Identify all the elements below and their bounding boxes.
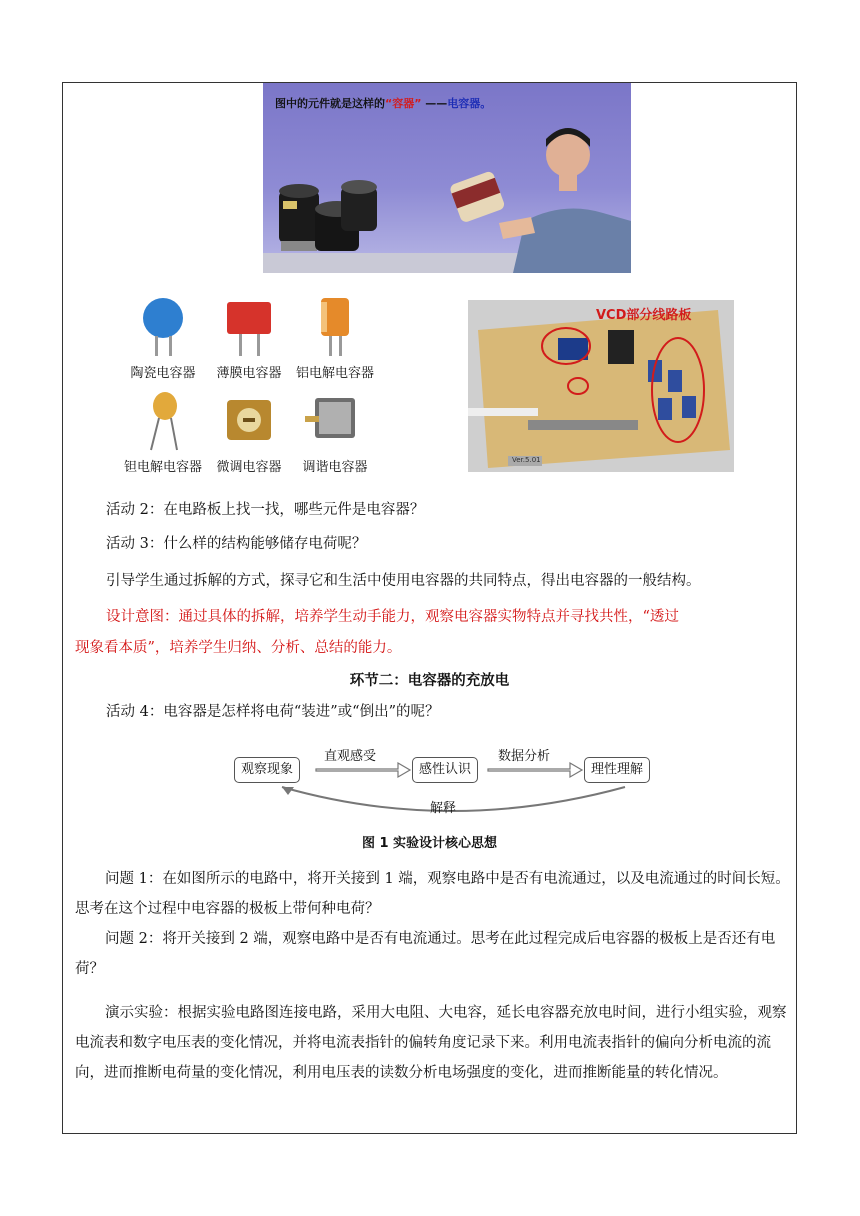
design-flow-diagram [230, 745, 660, 820]
trimmer-capacitor-icon [219, 390, 279, 452]
ceramic-capacitor-icon [133, 296, 193, 358]
circuit-board-photo [468, 300, 734, 472]
flow-label-data-analysis: 数据分析 [498, 749, 551, 764]
caption-highlight-red: “容器” [385, 97, 422, 110]
flow-node-observe: 观察现象 [234, 757, 300, 783]
lecture-photo [263, 83, 631, 273]
demo-experiment-text: 演示实验：根据实验电路图连接电路，采用大电阻、大电容，延长电容器充放电时间，进行小组实验，观察电流表和数字电压表的变化情况，并将电流表指针的偏转角度记录下来。利用电流表指针的偏向分析电流的流向，进而推断电荷量的变化情况，利用电压表的读数分析电场强度的变化，进而推断能量的转化情况。 [75, 1005, 787, 1081]
capacitor-trimmer [206, 390, 292, 475]
tantalum-capacitor-icon [133, 390, 193, 452]
capacitor-types-grid [120, 296, 380, 481]
board-version-tag: Ver.5.01 [512, 456, 541, 464]
design-intent-line-2: 现象看本质”，培养学生归纳、分析、总结的能力。 [75, 640, 402, 656]
flow-node-perceive: 感性认识 [412, 757, 478, 783]
capacitor-tantalum [120, 390, 206, 475]
capacitor-film [206, 296, 292, 381]
capacitor-label: 钽电解电容器 [123, 460, 202, 475]
capacitor-aluminum-electrolytic [292, 296, 378, 381]
capacitor-tuning [292, 390, 378, 475]
flow-label-explain: 解释 [430, 801, 457, 816]
caption-text: 图中的元件就是这样的 [275, 97, 385, 110]
capacitor-cans-illustration [263, 83, 631, 273]
question-2-text: 问题 2：将开关接到 2 端，观察电路中是否有电流通过。思考在此过程完成后电容器的极板上是否还有电荷？ [75, 931, 776, 977]
board-title: VCD部分线路板 [596, 308, 692, 323]
caption-dash: —— [421, 97, 448, 110]
flow-label-intuitive: 直观感受 [324, 749, 377, 764]
tuning-capacitor-icon [305, 390, 365, 452]
flow-node-understand: 理性理解 [584, 757, 650, 783]
activity-2-text: 活动 2：在电路板上找一找，哪些元件是电容器？ [106, 502, 425, 518]
capacitor-label: 调谐电容器 [302, 460, 368, 475]
figure-caption: 图 1 实验设计核心思想 [361, 836, 498, 851]
film-capacitor-icon [219, 296, 279, 358]
capacitor-label: 铝电解电容器 [295, 366, 374, 381]
section-heading: 环节二：电容器的充放电 [349, 672, 510, 689]
activity-3-text: 活动 3：什么样的结构能够储存电荷呢？ [106, 536, 367, 552]
guide-text: 引导学生通过拆解的方式，探寻它和生活中使用电容器的共同特点，得出电容器的一般结构。 [106, 573, 701, 589]
electrolytic-capacitor-icon [305, 296, 365, 358]
capacitor-ceramic [120, 296, 206, 381]
capacitor-label: 陶瓷电容器 [130, 366, 196, 381]
question-1-text: 问题 1：在如图所示的电路中，将开关接到 1 端，观察电路中是否有电流通过，以及电流通过的时间长短。思考在这个过程中电容器的极板上带何种电荷？ [75, 871, 790, 917]
caption-highlight-blue: 电容器。 [447, 97, 492, 110]
activity-4-text: 活动 4：电容器是怎样将电荷“装进”或“倒出”的呢？ [106, 704, 440, 720]
circuit-board-illustration [468, 300, 734, 472]
capacitor-label: 薄膜电容器 [216, 366, 282, 381]
design-intent-line-1: 设计意图：通过具体的拆解，培养学生动手能力，观察电容器实物特点并寻找共性，“透过 [106, 609, 679, 625]
capacitor-label: 微调电容器 [216, 460, 282, 475]
